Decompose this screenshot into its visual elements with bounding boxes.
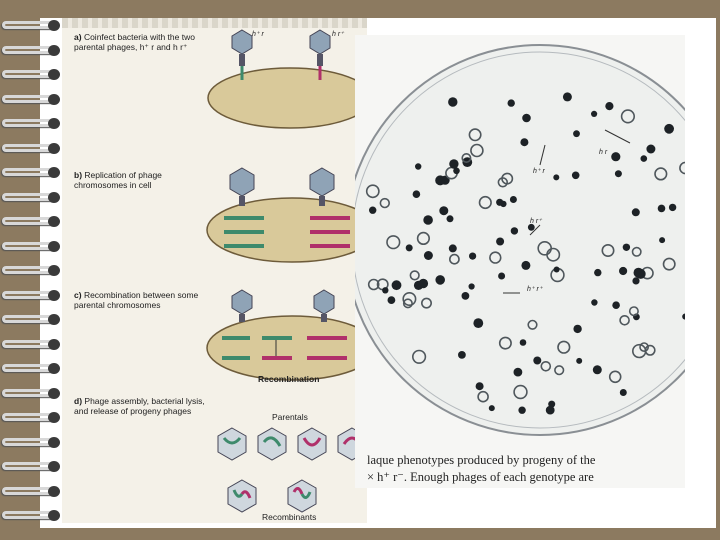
spiral-ring bbox=[2, 484, 60, 498]
plaque-clear bbox=[659, 237, 665, 243]
plaque-clear bbox=[619, 267, 627, 275]
plaque-label-1: h r bbox=[599, 149, 608, 156]
spiral-ring bbox=[2, 508, 60, 522]
plaque-clear bbox=[669, 204, 676, 211]
plaque-clear bbox=[521, 261, 530, 270]
phage-left-b bbox=[230, 168, 254, 206]
plaque-plate-panel bbox=[355, 35, 685, 488]
plaque-clear bbox=[632, 208, 640, 216]
plaque-clear bbox=[518, 407, 525, 414]
plaque-clear bbox=[498, 273, 505, 280]
spiral-ring bbox=[2, 165, 60, 179]
plaque-clear bbox=[658, 205, 666, 213]
recombinants-label: Recombinants bbox=[262, 512, 317, 522]
plaque-clear bbox=[573, 130, 580, 137]
plaque-clear bbox=[623, 244, 630, 251]
step-c-label: Recombination between some parental chromosomes bbox=[74, 290, 199, 310]
spiral-ring bbox=[2, 190, 60, 204]
spiral-ring bbox=[2, 67, 60, 81]
plaque-clear bbox=[415, 163, 421, 169]
petri-dish bbox=[355, 35, 685, 488]
plaque-clear bbox=[533, 357, 541, 365]
plaque-clear bbox=[634, 268, 644, 278]
spiral-ring bbox=[2, 361, 60, 375]
figure-caption-line1: laque phenotypes produced by progeny of the bbox=[367, 453, 596, 467]
spiral-binding bbox=[0, 18, 62, 528]
plaque-clear bbox=[369, 207, 376, 214]
plaque-clear bbox=[514, 368, 523, 377]
bacterium-cell-c bbox=[207, 316, 367, 380]
plaque-clear bbox=[423, 215, 433, 225]
spiral-ring bbox=[2, 263, 60, 277]
spiral-ring bbox=[2, 116, 60, 130]
spiral-ring bbox=[2, 214, 60, 228]
plaque-clear bbox=[520, 138, 528, 146]
plaque-clear bbox=[439, 206, 448, 215]
plaque-clear bbox=[448, 97, 457, 106]
spiral-ring bbox=[2, 410, 60, 424]
plaque-clear bbox=[593, 365, 602, 374]
plaque-clear bbox=[476, 382, 484, 390]
plaque-clear bbox=[594, 269, 601, 276]
plaque-clear bbox=[546, 406, 555, 415]
plaque-clear bbox=[392, 280, 402, 290]
recombinant-phages bbox=[228, 480, 316, 512]
parental-phages bbox=[218, 428, 366, 460]
plaque-clear bbox=[612, 301, 620, 309]
plaque-clear bbox=[462, 292, 470, 300]
recombination-label: Recombination bbox=[258, 374, 320, 384]
plaque-clear bbox=[563, 92, 572, 101]
spiral-ring bbox=[2, 435, 60, 449]
parentals-label: Parentals bbox=[272, 412, 308, 422]
plaque-clear bbox=[646, 145, 655, 154]
plaque-clear bbox=[605, 102, 613, 110]
plaque-clear bbox=[611, 152, 620, 161]
plaque-clear bbox=[508, 99, 515, 106]
plaque-clear bbox=[664, 124, 674, 134]
spiral-ring bbox=[2, 43, 60, 57]
plaque-label-4: h⁺ r⁺ bbox=[527, 286, 543, 293]
plaque-clear bbox=[572, 172, 580, 180]
textbook-figure-panel bbox=[62, 18, 367, 523]
plaque-clear bbox=[449, 159, 458, 168]
spiral-ring bbox=[2, 312, 60, 326]
plaque-clear bbox=[414, 281, 423, 290]
phage-diagram bbox=[62, 18, 367, 523]
plaque-clear bbox=[469, 283, 475, 289]
spiral-ring bbox=[2, 92, 60, 106]
phage-label-left: h⁺ r bbox=[252, 31, 264, 38]
plaque-clear bbox=[382, 287, 388, 293]
plaque-clear bbox=[576, 358, 582, 364]
step-b-letter: b) bbox=[74, 170, 83, 180]
plaque-clear bbox=[473, 318, 483, 328]
plaque-clear bbox=[449, 244, 457, 252]
phage-label-right: h r⁺ bbox=[332, 31, 344, 38]
plaque-clear bbox=[447, 215, 454, 222]
plaque-clear bbox=[615, 170, 622, 177]
plaque-clear bbox=[469, 253, 476, 260]
spiral-ring bbox=[2, 459, 60, 473]
plaque-clear bbox=[522, 114, 531, 123]
plaque-clear bbox=[388, 296, 396, 304]
plaque-clear bbox=[591, 299, 597, 305]
plaque-clear bbox=[489, 405, 495, 411]
plaque-clear bbox=[413, 190, 421, 198]
plaque-clear bbox=[554, 267, 560, 273]
step-a-label: Coinfect bacteria with the two parental phages, h⁺ r and h r⁺ bbox=[74, 32, 195, 52]
spiral-ring bbox=[2, 141, 60, 155]
plaque-clear bbox=[620, 389, 627, 396]
phage-left-c bbox=[232, 290, 252, 322]
step-d-label: Phage assembly, bacterial lysis, and release of progeny phages bbox=[74, 396, 205, 416]
plaque-clear bbox=[435, 275, 445, 285]
plaque-clear bbox=[458, 351, 466, 359]
plaque-clear bbox=[511, 227, 518, 234]
spiral-ring bbox=[2, 386, 60, 400]
plaque-clear bbox=[553, 174, 559, 180]
plaque-clear bbox=[496, 238, 504, 246]
step-a-letter: a) bbox=[74, 32, 82, 42]
plaque-clear bbox=[406, 244, 413, 251]
step-c-letter: c) bbox=[74, 290, 82, 300]
plaque-clear bbox=[573, 325, 581, 333]
plaque-clear bbox=[591, 111, 597, 117]
plaque-label-2: h⁺ r bbox=[533, 168, 545, 175]
plaque-clear bbox=[424, 251, 433, 260]
bacterium-cell-a bbox=[208, 68, 367, 128]
spiral-ring bbox=[2, 239, 60, 253]
plaque-clear bbox=[510, 196, 517, 203]
plaque-label-3: h r⁺ bbox=[530, 218, 542, 225]
spiral-ring bbox=[2, 337, 60, 351]
plaque-clear bbox=[641, 155, 648, 162]
dish-rim bbox=[355, 45, 685, 435]
step-d-letter: d) bbox=[74, 396, 83, 406]
plaque-clear bbox=[520, 339, 527, 346]
plaque-clear bbox=[435, 175, 445, 185]
figure-caption-line2: × h⁺ r⁻. Enough phages of each genotype are bbox=[367, 470, 594, 484]
step-b-label: Replication of phage chromosomes in cell bbox=[74, 170, 162, 190]
spiral-ring bbox=[2, 18, 60, 32]
plaque-clear bbox=[496, 199, 503, 206]
spiral-ring bbox=[2, 288, 60, 302]
